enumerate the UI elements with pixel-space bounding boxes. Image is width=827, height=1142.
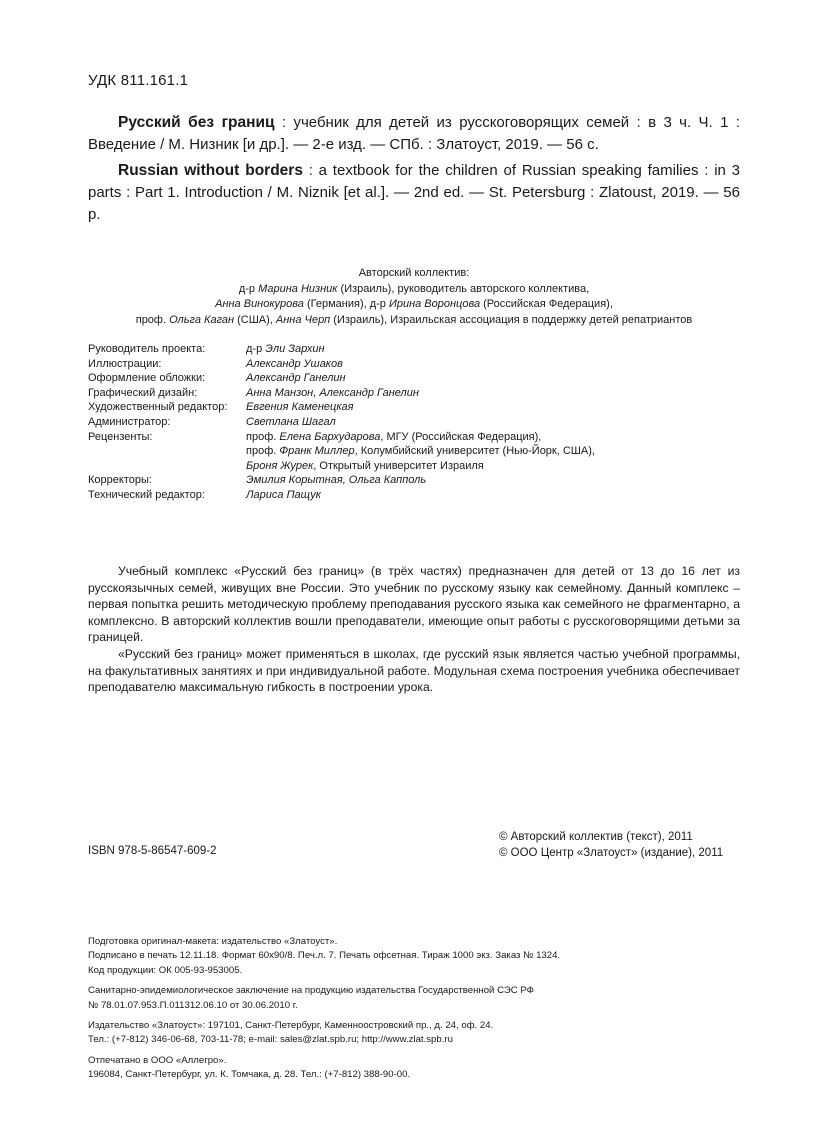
credit-row-proofreaders: Корректоры: Эмилия Корытная, Ольга Капполь — [88, 474, 427, 487]
bibliographic-details-russian: : учебник для детей из русскоговорящих семей : в 3 ч. Ч. 1 : Введение / М. Низник [и др.]. — 2-е изд. — СПб. : Златоуст, 2019. — 56 с. — [88, 114, 740, 153]
abstract-paragraph-1: Учебный комплекс «Русский без границ» (в трёх частях) предназначен для детей от 13 до 16 лет из русскоязычных семей, живущих вне России. Это учебник по русскому языку как семейному. Данный комплекс – первая попытка решить методическую проблему преподавания русского языка как семейного не фрагментарно, а комплексно. В авторский коллектив вошли преподаватели, имеющие опыт работы с русскоговорящими детьми за границей. — [88, 564, 740, 645]
credit-row-technical-editor: Технический редактор: Лариса Пащук — [88, 488, 321, 501]
imprint-line: № 78.01.07.953.П.011312.06.10 от 30.06.2010 г. — [88, 999, 298, 1011]
book-abstract — [88, 563, 740, 696]
copyright-notice — [499, 829, 723, 861]
authors-line-2: Анна Винокурова (Германия), д-р Ирина Воронцова (Российская Федерация), — [215, 298, 613, 311]
credits-list — [88, 342, 595, 503]
imprint-block — [88, 935, 560, 1083]
isbn: ISBN 978-5-86547-609-2 — [88, 845, 217, 857]
imprint-line: Издательство «Златоуст»: 197101, Санкт-Петербург, Каменноостровский пр., д. 24, оф. 24. — [88, 1020, 494, 1032]
authors-line-1: д-р Марина Низник (Израиль), руководитель авторского коллектива, — [238, 282, 590, 295]
imprint-line: Санитарно-эпидемиологическое заключение на продукцию издательства Государственной СЭС РФ — [88, 985, 534, 997]
copyright-line-edition: © ООО Центр «Златоуст» (издание), 2011 — [499, 847, 724, 859]
credit-row-reviewers: Рецензенты: проф. Елена Бархударова, МГУ (Российская Федерация), — [88, 430, 542, 443]
imprint-line: Код продукции: ОК 005-93-953005. — [88, 964, 243, 976]
book-title-russian: Русский без границ — [118, 114, 275, 131]
credit-row-illustrations: Иллюстрации: Александр Ушаков — [88, 357, 343, 370]
copyright-line-text: © Авторский коллектив (текст), 2011 — [499, 831, 693, 843]
bibliographic-record-english — [88, 160, 740, 226]
imprint-line: Тел.: (+7-812) 346-06-68, 703-11-78; e-mail: sales@zlat.spb.ru; http://www.zlat.spb.ru — [88, 1034, 453, 1046]
credit-row-reviewers-3: Броня Журек, Открытый университет Израиля — [246, 459, 484, 472]
bibliographic-details-english: : a textbook for the children of Russian speaking families : in 3 parts : Part 1. Introduction / M. Niznik [et al.]. — 2nd ed. — St. Petersburg : Zlatoust, 2019. — 56 p. — [88, 162, 740, 223]
credit-row-reviewers-2: проф. Франк Миллер, Колумбийский университет (Нью-Йорк, США), — [246, 445, 595, 458]
credit-row-administrator: Администратор: Светлана Шагал — [88, 415, 336, 428]
bibliographic-record-russian — [88, 112, 740, 156]
book-title-english: Russian without borders — [118, 162, 303, 179]
credit-row-graphic-design: Графический дизайн: Анна Манзон, Александр Ганелин — [88, 386, 419, 399]
credit-row-cover: Оформление обложки: Александр Ганелин — [88, 372, 346, 385]
imprint-line: 196084, Санкт-Петербург, ул. К. Томчака, д. 28. Тел.: (+7-812) 388-90-00. — [88, 1069, 411, 1081]
credit-row-project-lead: Руководитель проекта: д-р Эли Зархин — [88, 343, 325, 355]
authors-heading: Авторский коллектив: — [358, 267, 470, 279]
abstract-paragraph-2: «Русский без границ» может применяться в школах, где русский язык является частью учебной программы, на факультативных занятиях и при индивидуальной работе. Модульная схема построения учебника обеспечивает преподавателю максимальную гибкость в построении урока. — [88, 646, 740, 695]
imprint-line: Подписано в печать 12.11.18. Формат 60x90/8. Печ.л. 7. Печать офсетная. Тираж 1000 экз. Заказ № 1324. — [88, 950, 561, 962]
authors-collective — [88, 266, 740, 328]
imprint-line: Подготовка оригинал-макета: издательство «Златоуст». — [88, 936, 338, 947]
imprint-line: Отпечатано в ООО «Аллегро». — [88, 1054, 227, 1066]
udk-code: УДК 811.161.1 — [88, 72, 189, 89]
authors-line-3: проф. Ольга Каган (США), Анна Черп (Израиль), Израильская ассоциация в поддержку детей репатриантов — [135, 313, 693, 326]
credit-row-art-editor: Художественный редактор: Евгения Каменецкая — [88, 401, 354, 414]
